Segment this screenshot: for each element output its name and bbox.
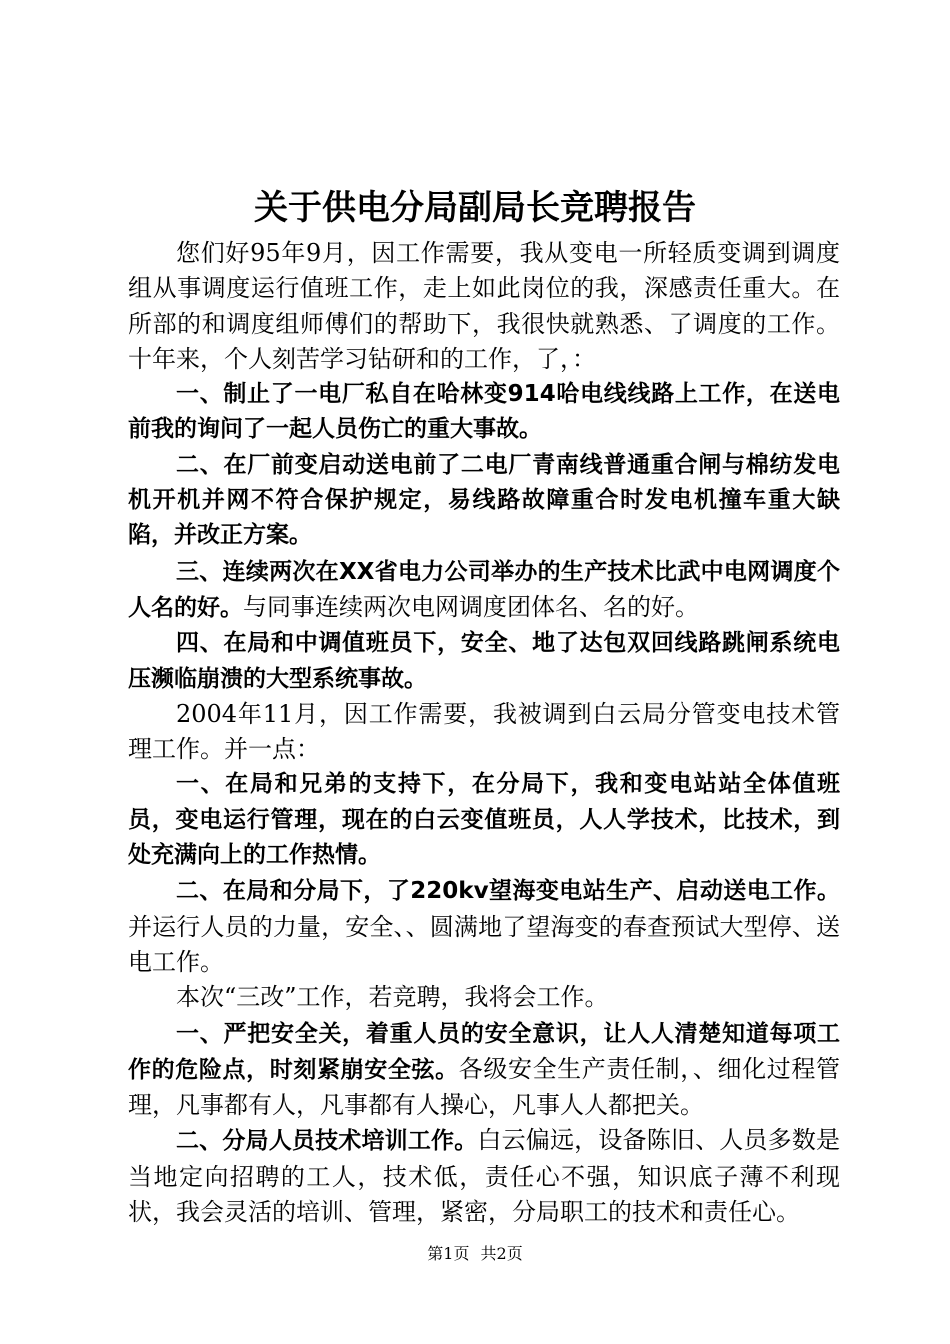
- paragraph-continuation: 各级安全生产责任制，、细化过程管理，凡事都有人，凡事都有人操心，凡事人人都把关。: [128, 1054, 841, 1120]
- paragraph-continuation: 并运行人员的力量，安全、、圆满地了望海变的春查预试大型停、送电工作。: [128, 912, 840, 976]
- paragraph-plan-1: [128, 1016, 840, 1124]
- paragraph-bold-lead: 二、在局和分局下，了220kv望海变电站生产、启动送电工作。: [176, 878, 840, 905]
- paragraph-bold-lead: 一、严把安全关，着重人员的安全意识，让人人清楚知道每项工作的危险点，时刻紧崩安全弦。: [128, 1020, 840, 1083]
- page-footer: [0, 1243, 950, 1265]
- paragraph-plan-intro: 本次“三改”工作，若竞聘，我将会工作。: [176, 983, 609, 1012]
- paragraph-achievement-3: [128, 554, 840, 627]
- paragraph-intro: 您们好95年9月，因工作需要，我从变电一所轻质变调到调度组从事调度运行值班工作，走上如此岗位的我，深感责任重大。在所部的和调度组师傅们的帮助下，我很快就熟悉、了调度的工作。十年来，个人刻苦学习钻研和的工作，了，：: [128, 239, 840, 373]
- page-number-total: 共2页: [480, 1244, 523, 1263]
- paragraph-achievement-4: 四、在局和中调值班员下，安全、地了达包双回线路跳闸系统电压濒临崩溃的大型系统事故。: [128, 630, 840, 692]
- page-number-current: 第1页: [427, 1244, 470, 1263]
- document-title: 关于供电分局副局长竞聘报告: [254, 188, 696, 228]
- paragraph-baiyun-2: [128, 873, 840, 980]
- paragraph-continuation: 白云偏远，设备陈旧、人员多数是当地定向招聘的工人，技术低，责任心不强，知识底子薄不利现状，我会灵活的培训、管理，紧密，分局职工的技术和责任心。: [128, 1126, 841, 1227]
- paragraph-plan-2: [128, 1123, 840, 1230]
- paragraph-bold-lead: 三、连续两次在XX省电力公司举办的生产技术比武中电网调度个人名的好。: [128, 558, 840, 621]
- paragraph-achievement-1: 一、制止了一电厂私自在哈林变914哈电线线路上工作，在送电前我的询问了一起人员伤亡的重大事故。: [128, 381, 840, 443]
- paragraph-continuation: 与同事连续两次电网调度团体名、名的好。: [243, 592, 699, 621]
- paragraph-achievement-2: 二、在厂前变启动送电前了二电厂青南线普通重合闸与棉纺发电机开机并网不符合保护规定，易线路故障重合时发电机撞车重大缺陷，并改正方案。: [128, 451, 840, 549]
- paragraph-baiyun-1: 一、在局和兄弟的支持下，在分局下，我和变电站站全体值班员，变电运行管理，现在的白云变值班员，人人学技术，比技术，到处充满向上的工作热情。: [128, 771, 840, 869]
- paragraph-transfer: 2004年11月，因工作需要，我被调到白云局分管变电技术管理工作。并一点：: [128, 699, 840, 764]
- document-body: [128, 236, 840, 1230]
- paragraph-bold-lead: 二、分局人员技术培训工作。: [176, 1128, 478, 1155]
